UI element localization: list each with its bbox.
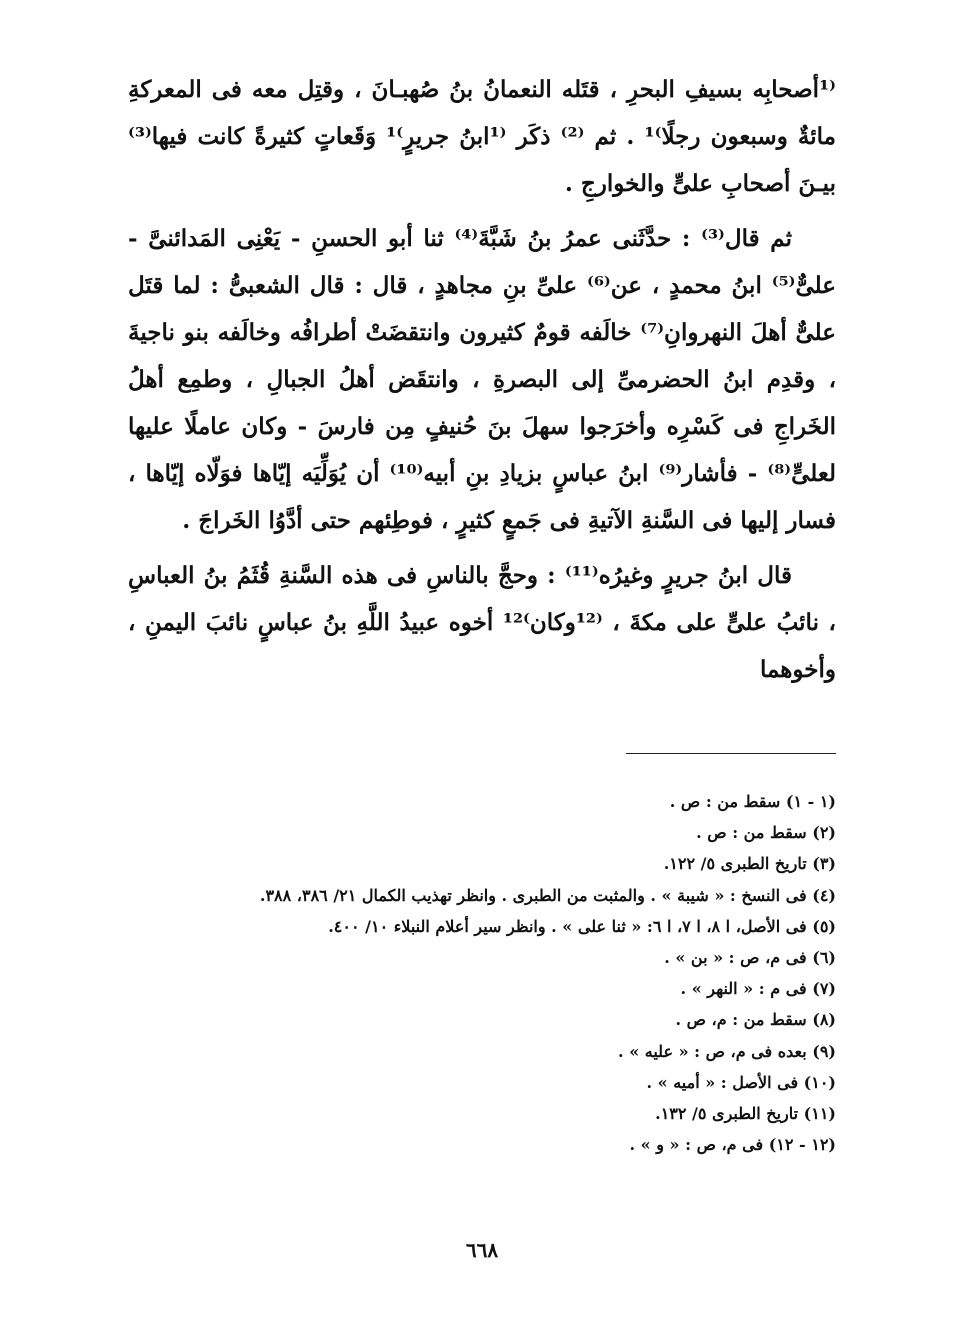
- footnote-10: (١٠) فى الأصل : « أميه » .: [646, 1072, 836, 1092]
- footnote-8: (٨) سقط من : م، ص .: [675, 1010, 836, 1030]
- footnote-4: (٤) فى النسخ : « شيبة » . والمثبت من الطبرى . وانظر تهذيب الكمال ٢١/ ٣٨٦، ٣٨٨.: [259, 885, 836, 905]
- footnote-11: (١١) تاريخ الطبرى ٥/ ١٣٢.: [655, 1104, 836, 1124]
- footnotes: [128, 786, 836, 1160]
- footnote-5: (٥) فى الأصل، ا ٨، ا ٧، ا ٦: « ثنا على » . وانظر سير أعلام النبلاء ١٠/ ٤٠٠.: [328, 916, 836, 936]
- paragraph-2: ثم قال⁽³⁾ : حدَّثَنى عمرُ بنُ شَبَّةَ⁽⁴⁾ ثنا أبو الحسنِ - يَعْنِى المَدائنىَّ - علىٌّ⁽⁵⁾ ابنُ محمدٍ ، عن⁽⁶⁾ علىِّ بنِ مجاهدٍ ، قال : قال الشعبىُّ : لما قتَل علىٌّ أهلَ النهروانِ⁽⁷⁾ خالَفه قومٌ كثيرون وانتقضَتْ أطرافُه وخالَفه بنو ناجيةَ ، وقدِم ابنُ الحضرمىِّ إلى البصرةِ ، وانتقَض أهلُ الجبالِ ، وطمِع أهلُ الخَراجِ فى كَسْرِه وأخرَجوا سهلَ بنَ حُنيفٍ مِن فارسَ - وكان عاملًا عليها لعلىٍّ⁽⁸⁾ - فأشار⁽⁹⁾ ابنُ عباسٍ بزيادِ بنِ أبيه⁽¹⁰⁾ أن يُوَلِّيَه إيّاها فوَلّاه إيّاها ، فسار إليها فى السَّنةِ الآتيةِ فى جَمعٍ كثيرٍ ، فوطِئهم حتى أدَّوُا الخَراجَ .: [128, 225, 837, 534]
- footnote-divider: [626, 753, 836, 754]
- paragraph-3: قال ابنُ جريرٍ وغيرُه⁽¹¹⁾ : وحجَّ بالناسِ فى هذه السَّنةِ قُثَمُ بنُ العباسِ ، نائبُ علىٍّ على مكةَ ، ⁽¹²وكان⁾¹² أخوه عبيدُ اللَّهِ بنُ عباسٍ نائبَ اليمنِ ، وأخوهما: [128, 562, 836, 683]
- page-number: ٦٦٨: [465, 1238, 499, 1262]
- footnote-3: (٣) تاريخ الطبرى ٥/ ١٢٢.: [663, 854, 836, 874]
- footnote-6: (٦) فى م، ص : « بن » .: [664, 948, 836, 968]
- footnote-9: (٩) بعده فى م، ص : « عليه » .: [618, 1041, 836, 1061]
- footnote-7: (٧) فى م : « النهر » .: [680, 979, 836, 999]
- main-text: [128, 66, 836, 693]
- footnote-12: (١٢ - ١٢) فى م، ص : « و » .: [629, 1135, 836, 1155]
- paragraph-1: ⁽¹أصحابِه بسيفِ البحرِ ، قتَله النعمانُ بنُ صُهبـانَ ، وقتِل معه فى المعركةِ مائةٌ وسبعون رجلًا⁾¹ . ثم ⁽²⁾ ذكَر ⁽¹ابنُ جريرٍ⁾¹ وَقَعاتٍ كثيرةً كانت فيها⁽³⁾ بيـنَ أصحابِ علىٍّ والخوارجِ .: [128, 76, 836, 197]
- footnote-2: (٢) سقط من : ص .: [696, 823, 836, 843]
- footnote-1: (١ - ١) سقط من : ص .: [669, 792, 836, 811]
